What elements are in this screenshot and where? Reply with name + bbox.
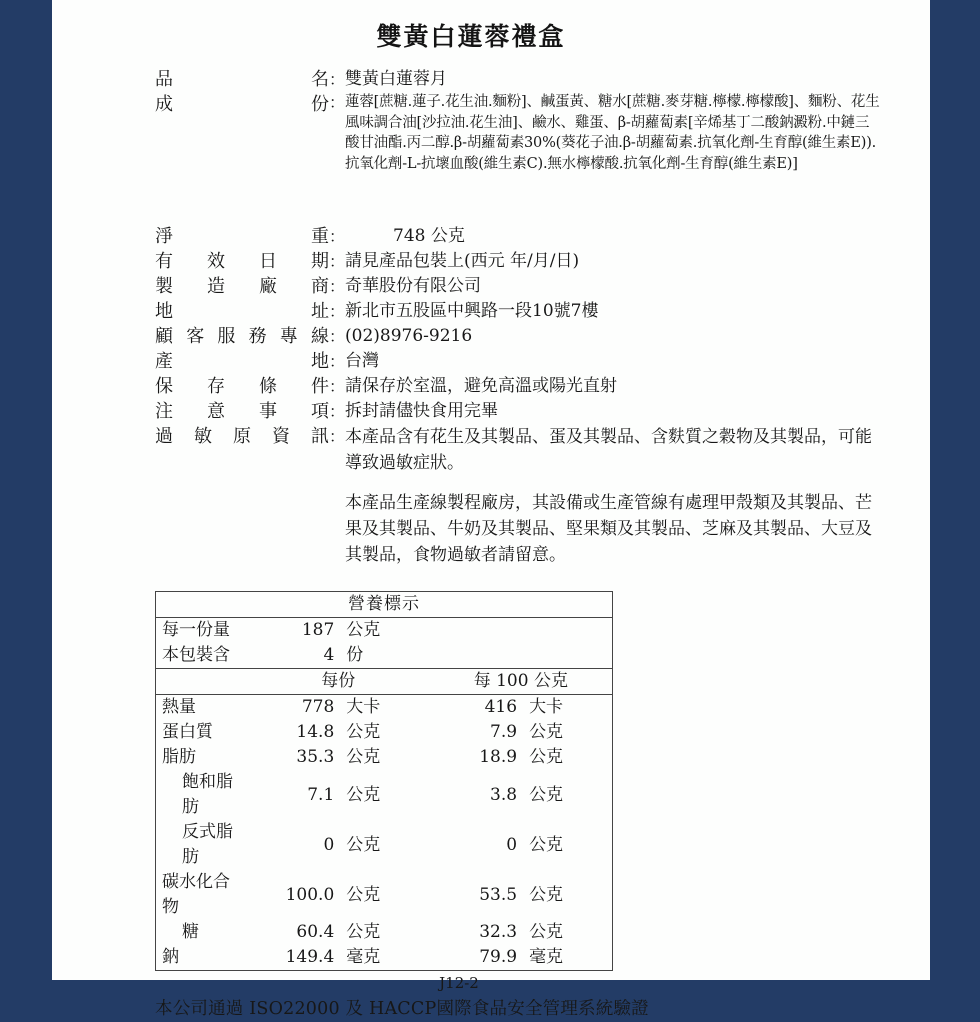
nutrient-unit-per-100g: 公克: [529, 922, 564, 942]
spec-row-net-weight: [52, 224, 930, 249]
certification-note: 本公司通過 ISO22000 及 HACCP國際食品安全管理系統驗證: [155, 999, 649, 1019]
table-row: [156, 720, 613, 745]
nutrient-per-100g: 79.9: [479, 947, 518, 967]
spec-value-manufacturer: 奇華股份有限公司: [345, 276, 482, 296]
spec-colon: ：: [329, 227, 346, 246]
spec-label-precautions: 注意事項: [155, 401, 329, 422]
nutrient-unit-per-serving: 公克: [346, 922, 381, 942]
nutrient-unit-per-serving: 公克: [346, 784, 381, 805]
spec-colon: ：: [329, 327, 346, 346]
table-row: [156, 870, 613, 920]
column-header-blank: [156, 669, 247, 695]
column-header-per-100g: 每 100 公克: [430, 669, 613, 695]
spec-label-origin: 產地: [155, 351, 329, 372]
spec-row-ingredients: [52, 92, 930, 174]
table-row: [156, 770, 613, 820]
spec-row-address: [52, 299, 930, 324]
servings-per-pack-spacer-1: [430, 643, 521, 669]
spec-colon: ：: [329, 277, 346, 296]
nutrient-per-serving: 778: [301, 697, 335, 717]
spec-row-storage: [52, 374, 930, 399]
table-row: [156, 745, 613, 770]
paragraph-gap: [52, 476, 930, 490]
nutrient-name: 鈉: [162, 947, 179, 967]
nutrient-per-serving: 14.8: [296, 722, 335, 742]
nutrient-name: 蛋白質: [162, 722, 213, 742]
spec-value-service-hotline: (02)8976-9216: [345, 326, 473, 346]
nutrition-title-row: [156, 592, 613, 618]
nutrient-unit-per-100g: 公克: [529, 747, 564, 767]
spec-row-allergen: [52, 424, 930, 476]
nutrient-name: 脂肪: [162, 747, 196, 767]
spec-list: [52, 67, 930, 568]
nutrient-name: 糖: [182, 922, 199, 942]
spec-value-allergen: 本產品含有花生及其製品、蛋及其製品、含麩質之穀物及其製品，可能導致過敏症狀。: [345, 427, 873, 473]
nutrient-name: 熱量: [162, 697, 196, 717]
nutrient-unit-per-serving: 公克: [346, 722, 381, 742]
spec-colon: ：: [329, 302, 346, 321]
nutrient-per-serving: 100.0: [285, 884, 335, 905]
nutrient-name: 反式脂肪: [182, 822, 233, 867]
spec-value-product-name: 雙黃白蓮蓉月: [345, 69, 448, 89]
spec-colon: ：: [329, 402, 346, 421]
spec-label-product-name: 品名: [155, 69, 329, 90]
spec-value-expiry: 請見產品包裝上(西元 年/月/日): [345, 251, 580, 271]
spec-value-ingredients: 蓮蓉[蔗糖.蓮子.花生油.麵粉]、鹹蛋黃、糖水[蔗糖.麥芽糖.檸檬.檸檬酸]、麵粉、花生風味調合油[沙拉油.花生油]、鹼水、雞蛋、β-胡蘿蔔素[辛烯基丁二酸鈉澱粉.中鏈三酸甘油酯.丙二醇.β-胡蘿蔔素30%(葵花子油.β-胡蘿蔔素.抗氧化劑-生育醇(維生素E)).抗氧化劑-L-抗壞血酸(維生素C).無水檸檬酸.抗氧化劑-生育醇(維生素E)]: [345, 94, 880, 172]
section-gap: [52, 174, 930, 224]
spec-row-precautions: [52, 399, 930, 424]
serving-size-row: [156, 618, 613, 644]
label-sheet: [52, 0, 930, 1019]
servings-per-pack-unit: 份: [338, 643, 429, 669]
servings-per-pack-spacer-2: [521, 643, 612, 669]
spec-value-origin: 台灣: [345, 351, 380, 371]
spec-row-service-hotline: [52, 324, 930, 349]
spec-colon: ：: [329, 93, 346, 112]
spec-label-address: 地址: [155, 301, 329, 322]
spec-value-address: 新北市五股區中興路一段10號7樓: [345, 301, 599, 321]
indent-spacer: [52, 490, 345, 568]
nutrient-per-100g: 416: [484, 697, 518, 717]
nutrient-per-100g: 32.3: [479, 922, 518, 942]
spec-label-service-hotline: 顧客服務專線: [155, 326, 329, 347]
nutrient-per-100g: 18.9: [479, 747, 518, 767]
nutrient-unit-per-serving: 公克: [346, 834, 381, 855]
spec-colon: ：: [329, 252, 346, 271]
spec-label-net-weight: 淨重: [155, 226, 329, 247]
nutrient-unit-per-serving: 毫克: [346, 947, 381, 967]
nutrient-per-serving: 149.4: [285, 947, 335, 967]
allergen-note-secondary: [52, 490, 930, 568]
serving-size-value: 187: [301, 620, 335, 640]
spec-colon: ：: [329, 352, 346, 371]
serving-size-unit: 公克: [346, 620, 381, 640]
nutrition-table: [155, 591, 613, 971]
nutrient-name: 飽和脂肪: [182, 772, 233, 817]
nutrient-per-serving: 0: [323, 834, 335, 855]
label-page: [52, 0, 930, 1019]
spec-value-storage: 請保存於室溫，避免高溫或陽光直射: [345, 376, 618, 396]
nutrition-facts-panel: [155, 591, 613, 971]
nutrient-unit-per-100g: 公克: [529, 884, 564, 905]
table-row: [156, 920, 613, 945]
serving-size-spacer-1: [430, 618, 521, 644]
nutrient-per-serving: 60.4: [296, 922, 335, 942]
nutrient-per-100g: 0: [506, 834, 518, 855]
servings-per-pack-label: 本包裝含: [156, 643, 247, 669]
table-row: [156, 945, 613, 971]
nutrient-name: 碳水化合物: [162, 872, 230, 917]
spec-value-precautions: 拆封請儘快食用完畢: [345, 401, 499, 421]
nutrient-unit-per-serving: 公克: [346, 747, 381, 767]
column-header-per-serving: 每份: [247, 669, 430, 695]
spec-row-expiry: [52, 249, 930, 274]
table-row: [156, 820, 613, 870]
nutrient-unit-per-serving: 公克: [346, 884, 381, 905]
nutrient-unit-per-100g: 公克: [529, 784, 564, 805]
nutrient-unit-per-100g: 大卡: [529, 697, 564, 717]
spec-label-expiry: 有效日期: [155, 251, 329, 272]
spec-label-manufacturer: 製造廠商: [155, 276, 329, 297]
spec-value-net-weight: 748 公克: [393, 226, 465, 246]
serving-size-label: 每一份量: [162, 620, 230, 640]
servings-per-pack-row: [156, 643, 613, 669]
nutrition-column-header-row: [156, 669, 613, 695]
spec-colon: ：: [329, 427, 346, 446]
nutrient-per-serving: 35.3: [296, 747, 335, 767]
servings-per-pack-value: 4: [247, 643, 338, 669]
spec-colon: ：: [329, 377, 346, 396]
nutrient-per-100g: 7.9: [490, 722, 518, 742]
nutrient-per-100g: 53.5: [479, 884, 518, 905]
nutrient-per-serving: 7.1: [307, 784, 335, 805]
nutrient-unit-per-100g: 公克: [529, 722, 564, 742]
spec-row-manufacturer: [52, 274, 930, 299]
nutrition-title: 營養標示: [156, 592, 613, 618]
nutrient-unit-per-serving: 大卡: [346, 697, 381, 717]
nutrient-per-100g: 3.8: [490, 784, 518, 805]
spec-label-ingredients: 成份: [155, 94, 329, 115]
spec-row-origin: [52, 349, 930, 374]
page-title: 雙黃白蓮蓉禮盒: [376, 22, 566, 51]
nutrient-unit-per-100g: 毫克: [529, 947, 564, 967]
table-row: [156, 695, 613, 721]
batch-code: J12-2: [439, 974, 479, 992]
spec-row-product-name: [52, 67, 930, 92]
spec-colon: ：: [329, 70, 346, 89]
nutrient-unit-per-100g: 公克: [529, 834, 564, 855]
serving-size-spacer-2: [521, 618, 612, 644]
spec-label-storage: 保存條件: [155, 376, 329, 397]
spec-label-allergen: 過敏原資訊: [155, 426, 329, 447]
allergen-note-secondary-text: 本產品生產線製程廠房，其設備或生產管線有處理甲殼類及其製品、芒果及其製品、牛奶及其製品、堅果類及其製品、芝麻及其製品、大豆及其製品，食物過敏者請留意。: [345, 493, 872, 565]
